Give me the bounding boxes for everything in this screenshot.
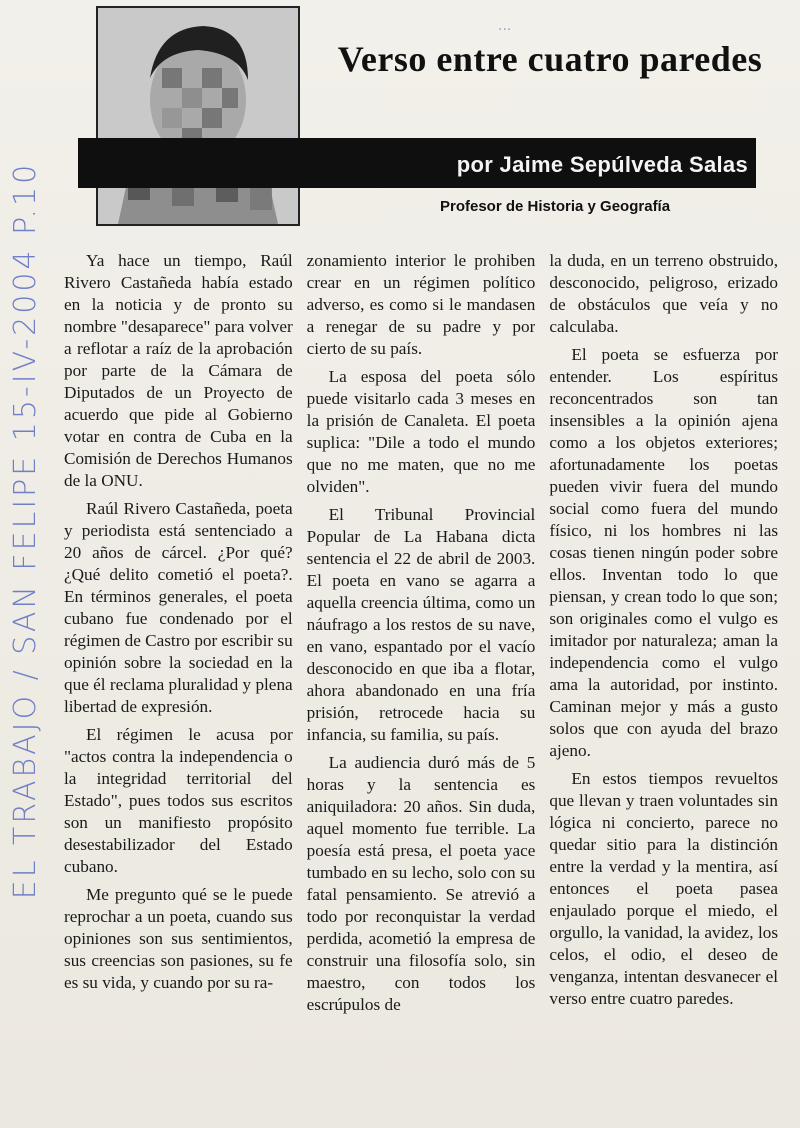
paragraph: El régimen le acusa por "actos contra la independencia o la integridad territorial del Estado", pues todos sus escritos son un manifiesto propósito desestabilizador del Estado cubano. <box>64 725 293 876</box>
author-portrait <box>96 6 300 226</box>
column-2 <box>307 250 536 1110</box>
handwritten-margin-note <box>2 150 50 910</box>
pixelated-portrait-image <box>98 8 298 224</box>
column-3 <box>549 250 778 1110</box>
paragraph: la duda, en un terreno obstruido, desconocido, peligroso, erizado de obstáculos que veía y no calculaba. <box>549 251 779 336</box>
paragraph: El Tribunal Provincial Popular de La Habana dicta sentencia el 22 de abril de 2003. El poeta en vano se agarra a aquella creencia última, como un náufrago a los restos de su nave, en vano, espantado por el vacío desconocido en que iba a flotar, ahora abandonado en una fría prisión, retrocede hacia su infancia, su familia, su país. <box>306 505 536 744</box>
paragraph: Ya hace un tiempo, Raúl Rivero Castañeda había estado en la noticia y de pronto su nombre "desaparece" para volver a reflotar a raíz de la aprobación por parte de la Cámara de Diputados de un Proyecto de acuerdo que pide al Gobierno votar en contra de Cuba en la Comisión de Derechos Humanos de la ONU. <box>64 251 293 490</box>
margin-note-text: EL TRABAJO / SAN FELIPE 15-IV-2004 P.10 <box>8 161 44 899</box>
paragraph: Raúl Rivero Castañeda, poeta y periodista está sentenciado a 20 años de cárcel. ¿Por qué? ¿Qué delito cometió el poeta?. En términos generales, el poeta cubano fue condenado por el régimen de Castro por escribir su opinión sobre la sociedad en la que él reclama pluralidad y plena libertad de expresión. <box>64 499 293 716</box>
article-body <box>64 250 778 1110</box>
paragraph: zonamiento interior le prohiben crear en un régimen político adverso, es como si le mandasen a renegar de su padre y por cierto de su país. <box>306 251 536 358</box>
paragraph: El poeta se esfuerza por entender. Los espíritus reconcentrados son tan insensibles a la opinión ajena como a los objetos exteriores; afortunadamente los poetas pueden vivir fuera del mundo social como fuera del mundo físico, ni los hombres ni las cosas tienen ningún poder sobre ellos. Inventan todo lo que piensan, y crean todo lo que son; son originales como el vulgo es imitador por naturaleza; aman la independencia como el vulgo ama la autoridad, por instinto. Caminan mejor y más a gusto solos que con ayuda del brazo ajeno. <box>549 345 779 760</box>
paragraph: La audiencia duró más de 5 horas y la sentencia es aniquiladora: 20 años. Sin duda, aquel momento fue terrible. La poesía está presa, el poeta yace tumbado en su lecho, solo con su fatal pensamiento. Se atrevió a todo por reconquistar la verdad perdida, acometió la empresa de construir una filosofía solo, sin maestro, con todos los escrúpulos de <box>306 753 536 1014</box>
column-1 <box>64 250 293 1110</box>
paragraph: La esposa del poeta sólo puede visitarlo cada 3 meses en la prisión de Canaleta. El poeta suplica: "Dile a todo el mundo que no me maten, que no me olviden". <box>306 367 536 496</box>
article-title: Verso entre cuatro paredes <box>337 39 763 79</box>
author-byline: por Jaime Sepúlveda Salas <box>456 152 748 177</box>
author-role: Profesor de Historia y Geografía <box>440 198 671 215</box>
paragraph: Me pregunto qué se le puede reprochar a un poeta, cuando sus opiniones son sus sentimientos, sus creencias son pasiones, su fe es su vida, y cuando por su ra- <box>64 885 293 992</box>
faint-stamp: ... <box>498 18 512 34</box>
paragraph: En estos tiempos revueltos que llevan y traen voluntades sin lógica ni concierto, parece no quedar sitio para la distinción entre la verdad y la mentira, así entonces el poeta pasea enjaulado porque el miedo, el orgullo, la vanidad, la avidez, los celos, el odio, el deseo de venganza, intentan desvanecer el verso entre cuatro paredes. <box>549 769 779 1008</box>
